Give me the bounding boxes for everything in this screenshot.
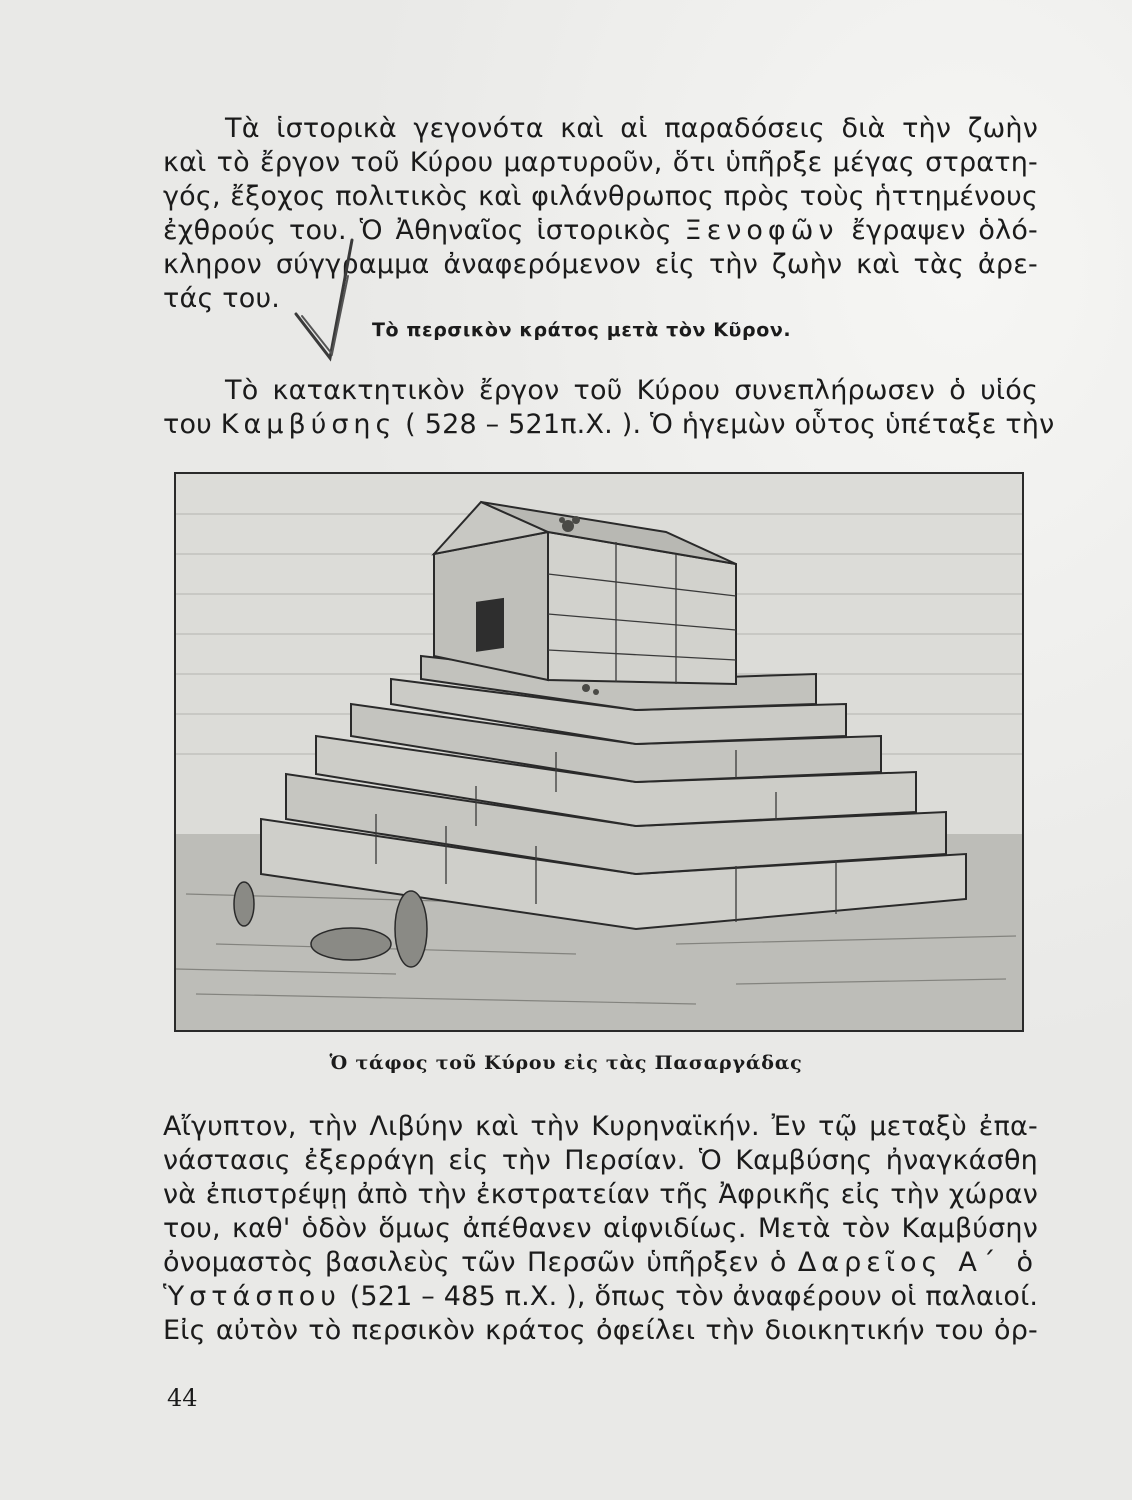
text-line <box>163 408 1055 442</box>
figure-caption: Ὁ τάφος τοῦ Κύρου εἰς τὰς Πασαργάδας <box>329 1052 803 1074</box>
paragraph-2 <box>163 374 1055 442</box>
text-line: Εἰς αὐτὸν τὸ περσικὸν κράτος ὀφείλει τὴν διοικητικήν του ὀρ- <box>163 1315 1038 1346</box>
tomb-engraving <box>176 474 1022 1030</box>
text-run: ( 528 – 521π.Χ. ). Ὁ ἡγεμὼν οὗτος ὑπέταξε τὴν <box>396 409 1055 440</box>
pencil-check-mark <box>290 236 380 366</box>
tomb-of-cyrus-illustration <box>174 472 1024 1032</box>
author-name-xenophon: Ξενοφῶν <box>684 215 839 246</box>
section-subheading: Τὸ περσικὸν κράτος μετὰ τὸν Κῦρον. <box>372 319 792 341</box>
text-line: καὶ τὸ ἔργον τοῦ Κύρου μαρτυροῦν, ὅτι ὑπῆρξε μέγας στρατη- <box>163 147 1038 178</box>
text-line: Τὸ κατακτητικὸν ἔργον τοῦ Κύρου συνεπλήρωσεν ὁ υἱός <box>225 375 1038 406</box>
text-line: νὰ ἐπιστρέψῃ ἀπὸ τὴν ἐκστρατείαν τῆς Ἀφρικῆς εἰς τὴν χώραν <box>163 1179 1038 1210</box>
text-run: ἔγραψεν ὁλό- <box>838 215 1038 246</box>
text-line: νάστασις ἐξερράγη εἰς τὴν Περσίαν. Ὁ Καμβύσης ἠναγκάσθη <box>163 1145 1038 1176</box>
name-kambyses: Καμβύσης <box>220 409 397 440</box>
text-run: του <box>163 409 221 440</box>
text-line: Τὰ ἱστορικὰ γεγονότα καὶ αἱ παραδόσεις διὰ τὴν ζωὴν <box>225 113 1038 144</box>
text-line: Αἴγυπτον, τὴν Λιβύην καὶ τὴν Κυρηναϊκήν. Ἐν τῷ μεταξὺ ἐπα- <box>163 1111 1038 1142</box>
text-line: τάς του. <box>163 283 281 314</box>
text-run: ἐχθρούς του. Ὁ Ἀθηναῖος ἱστορικὸς <box>163 215 685 246</box>
paragraph-3 <box>163 1110 1038 1348</box>
text-line <box>163 1246 1038 1280</box>
name-dareios: Δαρεῖος Α΄ ὁ <box>797 1247 1038 1278</box>
page-number: 44 <box>167 1384 198 1412</box>
text-run: ὀνομαστὸς βασιλεὺς τῶν Περσῶν ὑπῆρξεν ὁ <box>163 1247 798 1278</box>
text-line: γός, ἔξοχος πολιτικὸς καὶ φιλάνθρωπος πρὸς τοὺς ἡττημένους <box>163 181 1038 212</box>
text-line: του, καθ' ὁδὸν ὅμως ἀπέθανεν αἰφνιδίως. Μετὰ τὸν Καμβύσην <box>163 1213 1038 1244</box>
name-hystaspou: Ὑστάσπου <box>163 1281 341 1312</box>
text-run: (521 – 485 π.Χ. ), ὅπως τὸν ἀναφέρουν οἱ παλαιοί. <box>340 1281 1039 1312</box>
text-line <box>163 1280 1038 1314</box>
text-line: κληρον σύγγραμμα ἀναφερόμενον εἰς τὴν ζωὴν καὶ τὰς ἀρε- <box>163 249 1038 280</box>
